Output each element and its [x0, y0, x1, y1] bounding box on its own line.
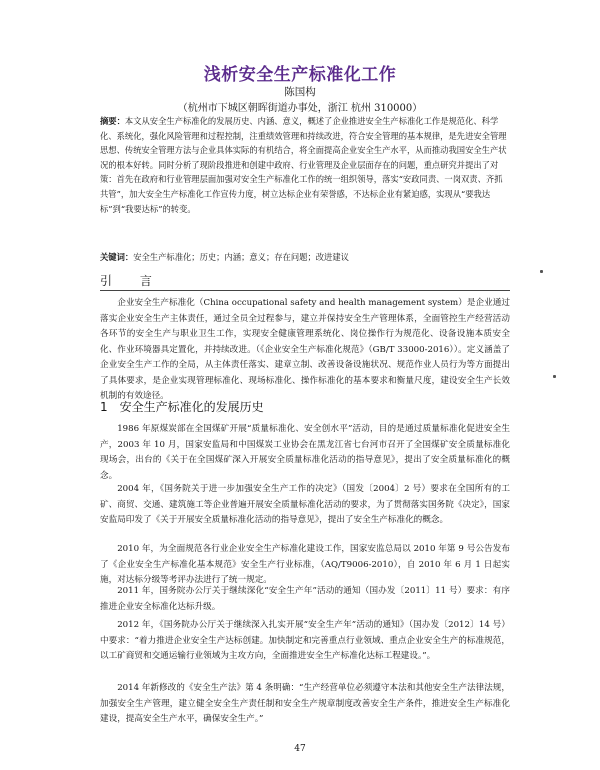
intro-heading: 引 言	[100, 274, 164, 288]
section-1-heading	[100, 398, 264, 415]
scan-speck	[553, 375, 556, 378]
keywords	[100, 250, 510, 265]
section-1-title: 安全生产标准化的发展历史	[119, 400, 264, 414]
scan-speck	[540, 270, 543, 273]
keywords-text: 安全生产标准化；历史；内涵；意义；存在问题；改进建议	[133, 252, 349, 262]
history-paragraph-2012: 2012 年，《国务院办公厅关于继续深入扎实开展“安全生产年”活动的通知》（国办发〔2012〕14 号）中要求：“着力推进企业安全生产达标创建。加快制定和完善重点行业领域、重点企业安全生产的标准规范，以工矿商贸和交通运输行业领域为主攻方向，全面推进安全生产标准化达标工程建设。”。	[100, 620, 510, 661]
section-divider	[100, 290, 510, 291]
history-paragraph-2011: 2011 年，国务院办公厅关于继续深化“安全生产年”活动的通知（国办发〔2011〕11 号）要求：有序推进企业安全标准化达标升级。	[100, 586, 510, 612]
abstract	[100, 114, 510, 216]
history-paragraph-2014: 2014 年新修改的《安全生产法》第 4 条明确：“生产经营单位必须遵守本法和其他安全生产法律法规，加强安全生产管理，建立健全安全生产责任制和安全生产规章制度改善安全生产条件，推进安全生产标准化建设，提高安全生产水平，确保安全生产。”	[100, 683, 510, 724]
history-paragraph-2010: 2010 年，为全面规范各行业企业安全生产标准化建设工作，国家安监总局以 2010 年第 9 号公告发布了《企业安全生产标准化基本规范》安全生产行业标准，（AQ/T9006-2010），自 2010 年 6 月 1 日起实施，对达标分级等考评办法进行了统一规定。	[100, 544, 510, 585]
intro-paragraph: 企业安全生产标准化（China occupational safety and health management system）是企业通过落实企业安全生产主体责任，通过全员全过程参与，建立并保持安全生产管理体系，全面管控生产经营活动各环节的安全生产与职业卫生工作，实现安全健康管理系统化、岗位操作行为规范化、设备设施本质安全化、作业环境器具定置化，并持续改进。（《企业安全生产标准化规范》（GB/T 33000-2016））。定义涵盖了企业安全生产工作的全局，从主体责任落实、建章立制、改善设备设施状况、规范作业人员行为等方面提出了具体要求，是企业实现管理标准化、现场标准化、操作标准化的基本要求和衡量尺度，建设安全生产长效机制的有效途径。	[100, 298, 510, 401]
abstract-label: 摘要：	[100, 116, 125, 126]
author-affiliation: （杭州市下城区朝晖街道办事处，浙江 杭州 310000）	[177, 103, 423, 114]
keywords-label: 关键词：	[100, 252, 134, 262]
abstract-text: 本文从安全生产标准化的发展历史、内涵、意义，概述了企业推进安全生产标准化工作是规范化、科学化、系统化，强化风险管理和过程控制，注重绩效管理和持续改进，符合安全管理的基本规律，是先进安全管理思想、传统安全管理方法与企业具体实际的有机结合，将全面提高企业安全生产水平，从而推动我国安全生产状况的根本好转。同时分析了现阶段推进和创建中政府、行业管理及企业层面存在的问题，重点研究并提出了对策：首先在政府和行业管理层面加强对安全生产标准化工作的统一组织领导，落实“安政同责、一岗双责、齐抓共管”，加大安全生产标准化工作宣传力度，树立达标企业有荣誉感，不达标企业有紧迫感，实现从“要我达标”到“我要达标”的转变。	[100, 116, 507, 214]
history-paragraph-1986: 1986 年原煤炭部在全国煤矿开展“质量标准化、安全创水平”活动，目的是通过质量标准化促进安全生产，2003 年 10 月，国家安监局和中国煤炭工业协会在黑龙江省七台河市召开了全国煤矿安全质量标准化现场会，出台的《关于在全国煤矿深入开展安全质量标准化活动的指导意见》，提出了安全质量标准化的概念。	[100, 424, 510, 481]
author-name: 陈国构	[284, 86, 316, 98]
section-1-number: 1	[100, 400, 108, 414]
page-number: 47	[294, 744, 306, 754]
history-paragraph-2004: 2004 年，《国务院关于进一步加强安全生产工作的决定》（国发〔2004〕2 号）要求在全国所有的工矿、商贸、交通、建筑施工等企业普遍开展安全质量标准化活动的要求，为了贯彻落实国务院《决定》，国家安监局印发了《关于开展安全质量标准化活动的指导意见》，提出了安全生产标准化的概念。	[100, 484, 510, 525]
paper-title: 浅析安全生产标准化工作	[203, 65, 397, 85]
